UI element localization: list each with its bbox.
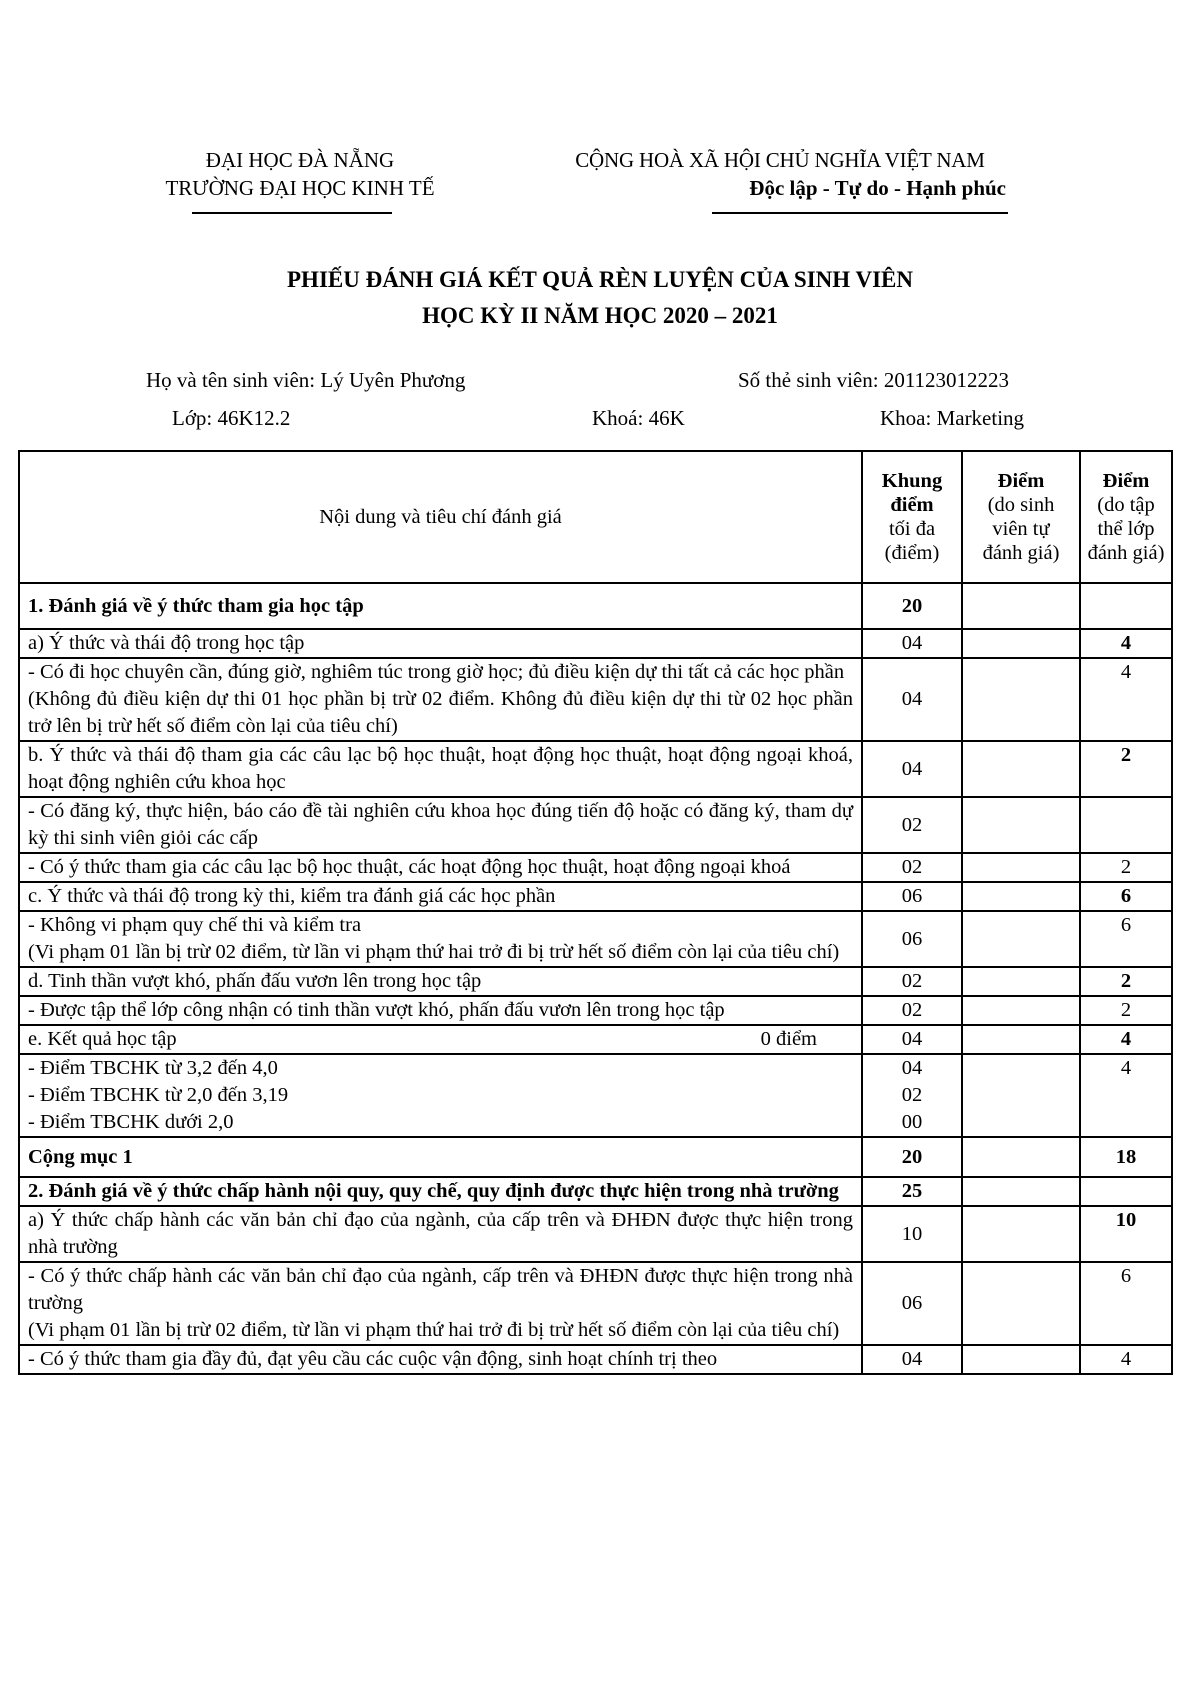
row-max: 06	[862, 911, 962, 967]
student-faculty: Khoa: Marketing	[880, 406, 1025, 430]
table-row	[19, 967, 1172, 996]
left-header-underline	[192, 212, 392, 214]
row-self-score[interactable]	[962, 853, 1080, 882]
student-id: Số thẻ sinh viên: 201123012223	[738, 368, 1010, 392]
institution-header	[130, 146, 470, 202]
row-self-score[interactable]	[962, 1206, 1080, 1262]
table-row	[19, 911, 1172, 967]
row-content: a) Ý thức và thái độ trong học tập	[19, 629, 862, 658]
header-self-bold: Điểm	[997, 470, 1045, 492]
row-max: 04	[862, 1345, 962, 1374]
row-class-score[interactable]: 4	[1080, 1345, 1172, 1374]
row-self-score[interactable]	[962, 1054, 1080, 1137]
row-self-score[interactable]	[962, 967, 1080, 996]
header-class-bold: Điểm	[1102, 470, 1150, 492]
row-self-score[interactable]	[962, 911, 1080, 967]
row-class-score[interactable]: 6	[1080, 1262, 1172, 1345]
row-class-score[interactable]: 10	[1080, 1206, 1172, 1262]
row-max: 10	[862, 1206, 962, 1262]
evaluation-table	[18, 450, 1173, 1375]
row-content: - Có ý thức tham gia đầy đủ, đạt yêu cầu các cuộc vận động, sinh hoạt chính trị theo	[19, 1345, 862, 1374]
table-row	[19, 1025, 1172, 1054]
row-content: - Điểm TBCHK từ 3,2 đến 4,0 - Điểm TBCHK từ 2,0 đến 3,19 - Điểm TBCHK dưới 2,0	[19, 1054, 862, 1137]
row-class-score[interactable]: 4	[1080, 629, 1172, 658]
row-class-score[interactable]	[1080, 1177, 1172, 1206]
table-row	[19, 996, 1172, 1025]
country-name: CỘNG HOÀ XÃ HỘI CHỦ NGHĨA VIỆT NAM	[575, 148, 985, 172]
table-row	[19, 1345, 1172, 1374]
table-row	[19, 1206, 1172, 1262]
row-max: 20	[862, 583, 962, 629]
row-content	[19, 1025, 862, 1054]
university-name: ĐẠI HỌC ĐÀ NẴNG	[205, 148, 395, 172]
table-row	[19, 882, 1172, 911]
form-title	[0, 262, 1200, 334]
table-row	[19, 629, 1172, 658]
row-content: - Có ý thức chấp hành các văn bản chỉ đạo của ngành, cấp trên và ĐHĐN được thực hiện trong nhà trường (Vi phạm 01 lần bị trừ 02 điểm, từ lần vi phạm thứ hai trở đi bị trừ hết số điểm còn lại của tiêu chí)	[19, 1262, 862, 1345]
row-class-score[interactable]: 18	[1080, 1137, 1172, 1177]
row-self-score[interactable]	[962, 1137, 1080, 1177]
row-class-score[interactable]	[1080, 583, 1172, 629]
row-class-score[interactable]: 2	[1080, 967, 1172, 996]
row-content: Cộng mục 1	[19, 1137, 862, 1177]
row-class-score[interactable]: 2	[1080, 996, 1172, 1025]
student-name: Họ và tên sinh viên: Lý Uyên Phương	[146, 368, 466, 392]
table-row	[19, 1137, 1172, 1177]
row-self-score[interactable]	[962, 1025, 1080, 1054]
row-max: 06	[862, 1262, 962, 1345]
row-content: - Có ý thức tham gia các câu lạc bộ học thuật, các hoạt động học thuật, hoạt động ngoại khoá	[19, 853, 862, 882]
row-max: 02	[862, 996, 962, 1025]
row-content: c. Ý thức và thái độ trong kỳ thi, kiểm tra đánh giá các học phần	[19, 882, 862, 911]
row-content: - Có đăng ký, thực hiện, báo cáo đề tài nghiên cứu khoa học đúng tiến độ hoặc có đăng ký, tham dự kỳ thi sinh viên giỏi các cấp	[19, 797, 862, 853]
header-max-points	[862, 451, 962, 583]
row-content: b. Ý thức và thái độ tham gia các câu lạc bộ học thuật, hoạt động học thuật, hoạt động ngoại khoá, hoạt động nghiên cứu khoa học	[19, 741, 862, 797]
row-content: 1. Đánh giá về ý thức tham gia học tập	[19, 583, 862, 629]
header-max-rest: tối đa (điểm)	[884, 518, 940, 564]
row-content: - Được tập thể lớp công nhận có tinh thần vượt khó, phấn đấu vươn lên trong học tập	[19, 996, 862, 1025]
row-content: 2. Đánh giá về ý thức chấp hành nội quy, quy chế, quy định được thực hiện trong nhà trường	[19, 1177, 862, 1206]
row-class-score[interactable]: 4	[1080, 1054, 1172, 1137]
row-class-score[interactable]: 2	[1080, 741, 1172, 797]
learning-result-label: e. Kết quả học tập	[28, 1028, 177, 1050]
row-content: d. Tinh thần vượt khó, phấn đấu vươn lên trong học tập	[19, 967, 862, 996]
table-row	[19, 1054, 1172, 1137]
row-self-score[interactable]	[962, 1345, 1080, 1374]
row-max: 02	[862, 967, 962, 996]
table-row	[19, 658, 1172, 741]
row-self-score[interactable]	[962, 658, 1080, 741]
table-row	[19, 583, 1172, 629]
row-self-score[interactable]	[962, 882, 1080, 911]
row-content: a) Ý thức chấp hành các văn bản chỉ đạo của ngành, của cấp trên và ĐHĐN được thực hiện trong nhà trường	[19, 1206, 862, 1262]
row-max: 04	[862, 629, 962, 658]
row-class-score[interactable]	[1080, 797, 1172, 853]
table-row	[19, 741, 1172, 797]
header-class-rest: (do tập thể lớp đánh giá)	[1087, 494, 1165, 564]
school-name: TRƯỜNG ĐẠI HỌC KINH TẾ	[165, 176, 435, 200]
table-row	[19, 853, 1172, 882]
row-self-score[interactable]	[962, 583, 1080, 629]
right-header-underline	[712, 212, 1008, 214]
row-self-score[interactable]	[962, 741, 1080, 797]
row-max: 04	[862, 658, 962, 741]
row-class-score[interactable]: 4	[1080, 658, 1172, 741]
table-row	[19, 1262, 1172, 1345]
row-max: 04	[862, 741, 962, 797]
row-self-score[interactable]	[962, 1262, 1080, 1345]
table-row	[19, 1177, 1172, 1206]
learning-result-points: 0 điểm	[760, 1028, 817, 1050]
header-self-rest: (do sinh viên tự đánh giá)	[982, 494, 1060, 564]
table-row	[19, 797, 1172, 853]
row-content: - Có đi học chuyên cần, đúng giờ, nghiêm túc trong giờ học; đủ điều kiện dự thi tất cả các học phần (Không đủ điều kiện dự thi 01 học phần bị trừ 02 điểm. Không đủ điều kiện dự thi từ 02 học phần trở lên bị trừ hết số điểm còn lại của tiêu chí)	[19, 658, 862, 741]
row-max: 25	[862, 1177, 962, 1206]
header-class-score	[1080, 451, 1172, 583]
form-title-line1: PHIẾU ĐÁNH GIÁ KẾT QUẢ RÈN LUYỆN CỦA SINH VIÊN	[287, 267, 913, 292]
row-self-score[interactable]	[962, 629, 1080, 658]
row-max: 02	[862, 853, 962, 882]
row-class-score[interactable]: 6	[1080, 882, 1172, 911]
row-max: 02	[862, 797, 962, 853]
table-header-row	[19, 451, 1172, 583]
form-title-line2: HỌC KỲ II NĂM HỌC 2020 – 2021	[422, 303, 778, 328]
national-motto: Độc lập - Tự do - Hạnh phúc	[749, 176, 1006, 200]
row-max: 04	[862, 1025, 962, 1054]
header-content: Nội dung và tiêu chí đánh giá	[19, 451, 862, 583]
row-class-score[interactable]: 6	[1080, 911, 1172, 967]
student-class: Lớp: 46K12.2	[172, 406, 291, 430]
row-max: 06	[862, 882, 962, 911]
header-max-bold: Khung điểm	[881, 470, 943, 516]
row-content: - Không vi phạm quy chế thi và kiểm tra (Vi phạm 01 lần bị trừ 02 điểm, từ lần vi phạm thứ hai trở đi bị trừ hết số điểm còn lại của tiêu chí)	[19, 911, 862, 967]
row-self-score[interactable]	[962, 996, 1080, 1025]
student-cohort: Khoá: 46K	[592, 406, 685, 430]
row-class-score[interactable]: 2	[1080, 853, 1172, 882]
national-header	[500, 146, 1060, 202]
row-class-score[interactable]: 4	[1080, 1025, 1172, 1054]
row-self-score[interactable]	[962, 797, 1080, 853]
row-max: 04 02 00	[862, 1054, 962, 1137]
row-max: 20	[862, 1137, 962, 1177]
row-self-score[interactable]	[962, 1177, 1080, 1206]
header-self-score	[962, 451, 1080, 583]
